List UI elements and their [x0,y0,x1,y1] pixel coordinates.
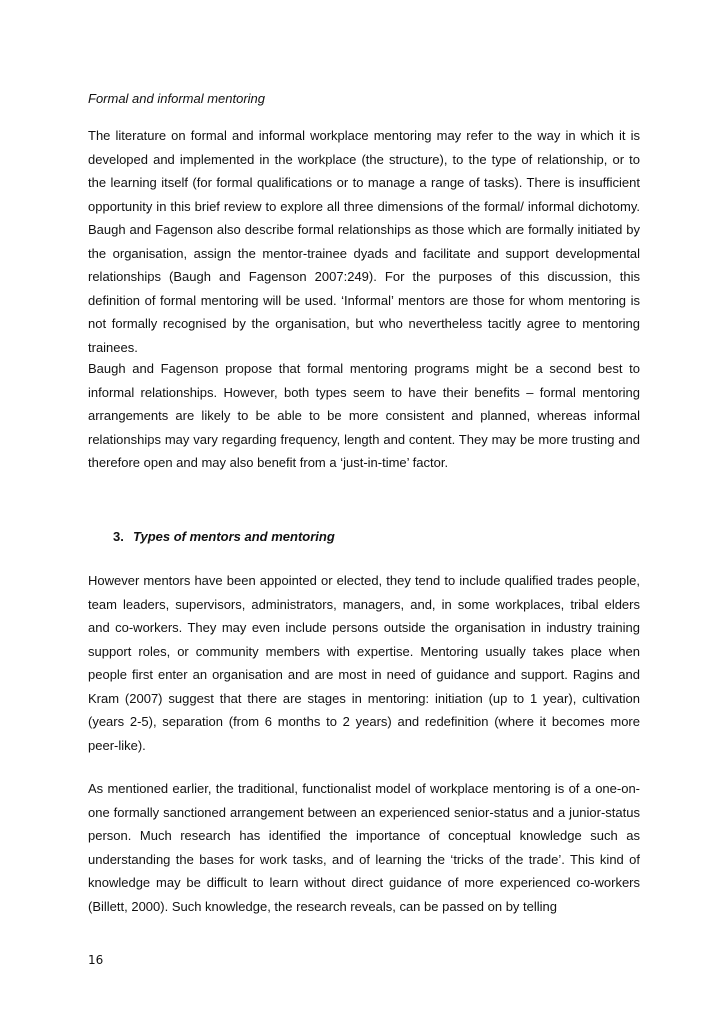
page-number: 16 [88,953,104,967]
paragraph-baugh-fagenson: Baugh and Fagenson propose that formal mentoring programs might be a second best to informal relationships. However, both types seem to have their benefits – formal mentoring arrangements are likely to be able to be more consistent and planned, whereas informal relationships may vary regarding frequency, length and content. They may be more trusting and therefore open and may also benefit from a ‘just-in-time’ factor. [88,361,640,470]
section-heading [113,529,335,545]
section-number: 3. [113,529,124,544]
paragraph-traditional-model: As mentioned earlier, the traditional, functionalist model of workplace mentoring is of a one-on-one formally sanctioned arrangement between an experienced senior-status and a junior-status person. Much research has identified the importance of conceptual knowledge such as understanding the bases for work tasks, and of learning the ‘tricks of the trade’. This kind of knowledge may be difficult to learn without direct guidance of more experienced co-workers (Billett, 2000). Such knowledge, the research reveals, can be passed on by telling [88,781,640,914]
paragraph-types-of-mentors: However mentors have been appointed or elected, they tend to include qualified trades people, team leaders, supervisors, administrators, managers, and, in some workplaces, tribal elders and co-workers. They may even include persons outside the organisation in industry training support roles, or community members with expertise. Mentoring usually takes place when people first enter an organisation and are most in need of guidance and support. Ragins and Kram (2007) suggest that there are stages in mentoring: initiation (up to 1 year), cultivation (years 2-5), separation (from 6 months to 2 years) and redefinition (where it becomes more peer-like). [88,573,640,753]
section-title: Types of mentors and mentoring [133,529,335,544]
paragraph-formal-informal: The literature on formal and informal workplace mentoring may refer to the way in which it is developed and implemented in the workplace (the structure), to the type of relationship, or to the learning itself (for formal qualifications or to manage a range of tasks). There is insufficient opportunity in this brief review to explore all three dimensions of the formal/ informal dichotomy. Baugh and Fagenson also describe formal relationships as those which are formally initiated by the organisation, assign the mentor-trainee dyads and facilitate and support developmental relationships (Baugh and Fagenson 2007:249). For the purposes of this discussion, this definition of formal mentoring will be used. ‘Informal’ mentors are those for whom mentoring is not formally recognised by the organisation, but who nevertheless tacitly agree to mentoring trainees. [88,128,640,355]
subheading: Formal and informal mentoring [88,91,266,106]
